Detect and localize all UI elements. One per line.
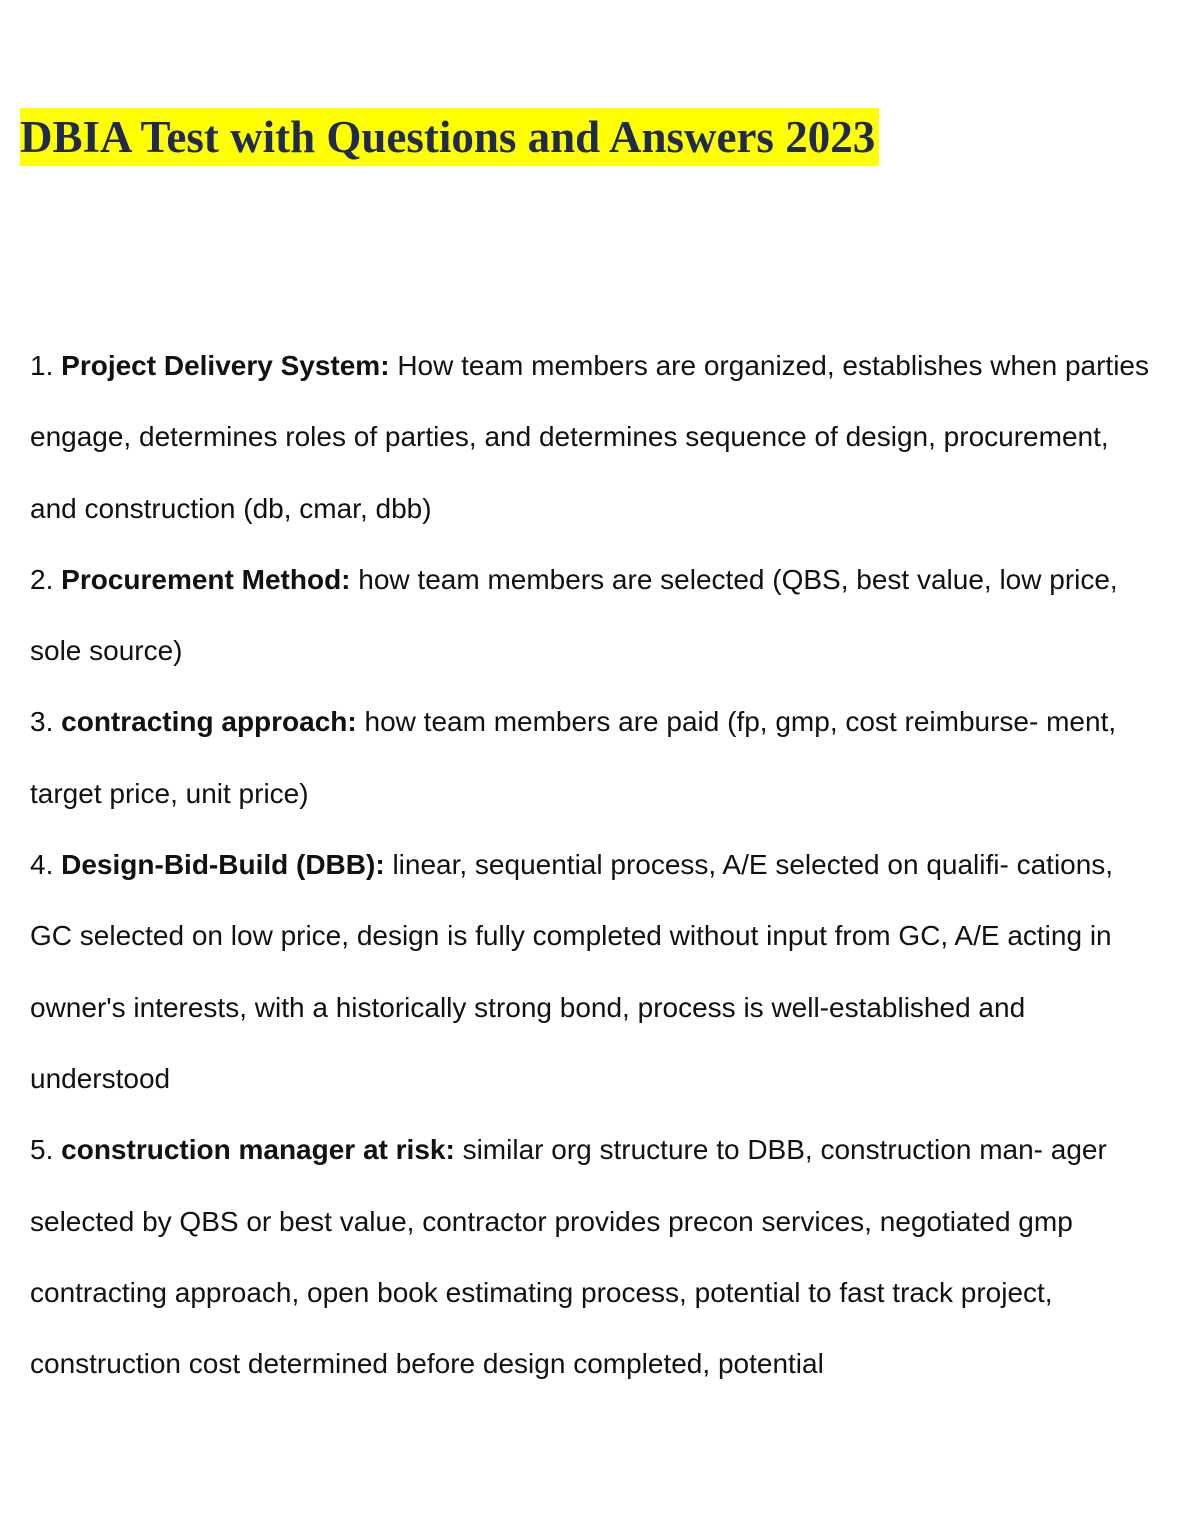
item-definition: similar org structure to DBB, construction man- ager selected by QBS or best value, contractor provides precon services, negotiated gmp contracting approach, open book estimating process, potential to fast track project, construction cost determined before design completed, potential xyxy=(30,1134,1107,1380)
item-number: 2. xyxy=(30,563,54,595)
item-definition: How team members are organized, establishes when parties engage, determines roles of parties, and determines sequence of design, procurement, and construction (db, cmar, dbb) xyxy=(30,350,1150,524)
item-term: Project Delivery System: xyxy=(61,350,390,381)
qa-item xyxy=(30,544,1160,687)
item-term: Procurement Method: xyxy=(61,563,351,595)
item-number: 4. xyxy=(30,849,54,881)
item-definition: linear, sequential process, A/E selected on qualifi- cations, GC selected on low price, design is fully completed without input from GC, A/E acting in owner's interests, with a historically strong bond, process is well-established and understood xyxy=(30,849,1114,1094)
qa-item xyxy=(30,330,1160,544)
qa-item xyxy=(30,1114,1160,1399)
item-number: 5. xyxy=(30,1134,54,1166)
item-definition: how team members are paid (fp, gmp, cost reimburse- ment, target price, unit price) xyxy=(30,706,1117,809)
item-number: 1. xyxy=(30,350,54,381)
item-number: 3. xyxy=(30,706,54,738)
qa-list xyxy=(30,330,1160,1399)
item-term: Design-Bid-Build (DBB): xyxy=(61,849,385,881)
item-term: construction manager at risk: xyxy=(61,1134,455,1166)
qa-item xyxy=(30,829,1160,1114)
item-term: contracting approach: xyxy=(61,706,357,738)
item-definition: how team members are selected (QBS, best value, low price, sole source) xyxy=(30,563,1118,667)
document-title: DBIA Test with Questions and Answers 2023 xyxy=(20,108,879,166)
qa-item xyxy=(30,686,1160,829)
